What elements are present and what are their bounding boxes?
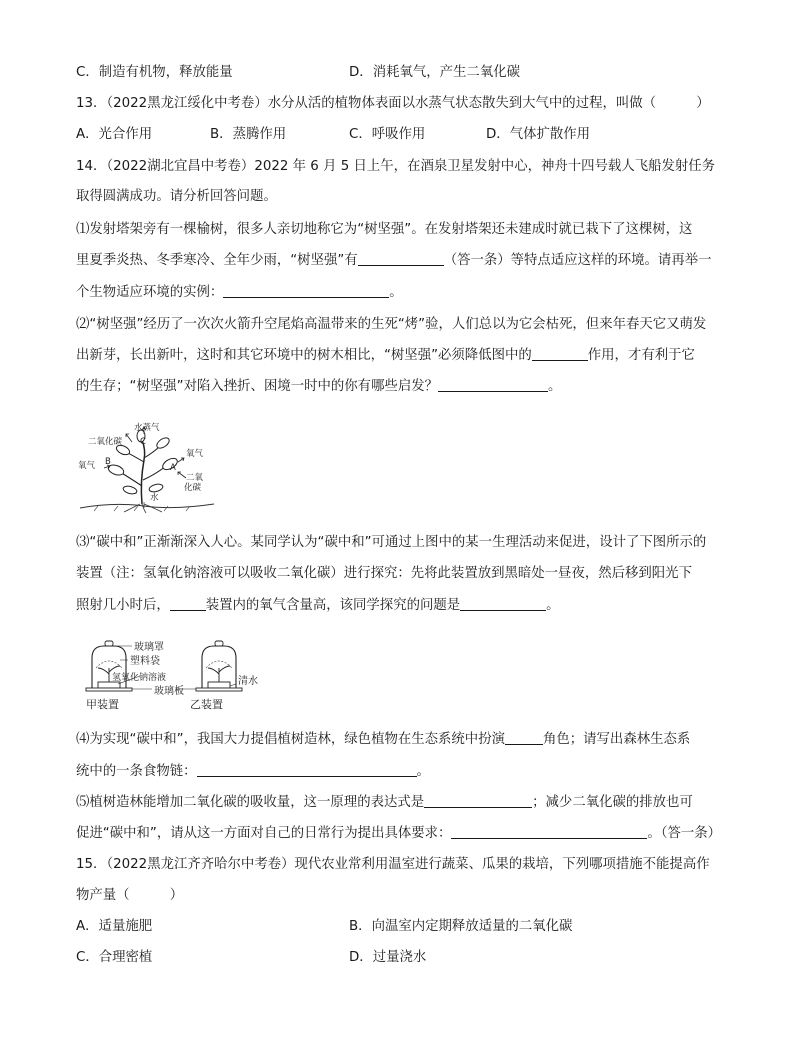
q14-part5-line1-text-b: ；减少二氧化碳的排放也可 [532,795,693,810]
fig2-label-glass-cover: 玻璃罩 [134,642,164,653]
q14-part4-line2-text-a: 统中的一条食物链： [76,764,197,779]
q14-part4-line2-text-b: 。 [416,764,430,779]
fig1-label-c: C [140,437,146,447]
q14-part5-line2-text-b: 。（答一条） [647,826,722,841]
bell-jar-experiment-figure [84,638,264,714]
q14-part4-line1 [76,731,690,749]
q14-part2-line2-text-a: 出新芽，长出新叶，这时和其它环境中的树木相比，“树坚强”必须降低图中的 [76,348,532,363]
q13-option-b: B．蒸腾作用 [210,127,287,142]
fig1-label-water: 水 [150,493,159,503]
plant-gas-exchange-figure [74,422,224,514]
q15-option-c: C．合理密植 [76,950,153,965]
fig2-label-device-a: 甲装置 [86,698,119,711]
q13-option-c: C．呼吸作用 [349,127,426,142]
q15-option-a: A．适量施肥 [76,919,153,934]
q14-part2-line3 [76,378,561,396]
q14-part3-line3 [76,597,560,615]
q13-stem: 13．（2022黑龙江绥化中考卷）水分从活的植物体表面以水蒸气状态散失到大气中的过程，叫做（ ） [76,96,710,111]
q12-option-d: D．消耗氧气，产生二氧化碳 [349,65,520,80]
fig1-label-co2-top: 二氧化碳 [88,437,123,447]
q12-option-c: C．制造有机物，释放能量 [76,65,233,80]
fig1-label-co2-right-2: 化碳 [184,483,202,493]
fig1-label-water-vapor: 水蒸气 [134,423,160,433]
q14-part1-line3 [76,284,403,302]
q14-part1-line1: ⑴发射塔架旁有一棵榆树，很多人亲切地称它为“树坚强”。在发射塔架还未建成时就已栽下了这棵树，这 [76,222,693,237]
fig1-label-oxygen-left: 氧气 [78,461,96,471]
fig2-label-plastic-bag: 塑料袋 [130,656,160,667]
fig1-label-a: A [170,463,176,473]
q15-option-b: B．向温室内定期释放适量的二氧化碳 [349,919,573,934]
q14-stem-line2: 取得圆满成功。请分析回答问题。 [76,189,277,204]
q14-part3-line3-text-c: 。 [546,598,560,613]
q15-stem-line1: 15．（2022黑龙江齐齐哈尔中考卷）现代农业常利用温室进行蔬菜、瓜果的栽培，下列哪项措施不能提高作 [76,857,710,872]
q14-part5-line2-text-a: 促进“碳中和”，请从这一方面对自己的日常行为提出具体要求： [76,826,452,841]
q14-part3-line3-text-a: 照射几小时后， [76,598,170,613]
q15-option-d: D．过量浇水 [349,950,427,965]
answer-blank-daily-action[interactable] [451,825,647,839]
q14-part3-line1: ⑶“碳中和”正渐渐深入人心。某同学认为“碳中和”可通过上图中的某一生理活动来促进，设计了下图所示的 [76,535,707,550]
q15-stem-line2: 物产量（ ） [76,888,184,903]
q14-part5-line1 [76,794,693,812]
fig2-label-clear-water: 清水 [238,676,258,687]
answer-blank-trait[interactable] [358,252,444,266]
q14-part4-line1-text-a: ⑷为实现“碳中和”，我国大力提倡植树造林，绿色植物在生态系统中扮演 [76,732,505,747]
q14-part2-line3-text-a: 的生存；“树坚强”对陷入挫折、困境一时中的你有哪些启发？ [76,379,439,394]
q14-part4-line1-text-b: 角色；请写出森林生态系 [542,732,691,747]
q14-part5-line1-text-a: ⑸植树造林能增加二氧化碳的吸收量，这一原理的表达式是 [76,795,425,810]
answer-blank-device[interactable] [170,597,206,611]
answer-blank-question[interactable] [460,597,546,611]
answer-blank-process[interactable] [532,347,588,361]
q14-part5-line2 [76,825,721,843]
q14-part1-line2-text-a: 里夏季炎热、冬季寒冷、全年少雨，“树坚强”有 [76,253,358,268]
q14-part2-line3-text-b: 。 [548,379,562,394]
q14-stem-line1: 14．（2022湖北宜昌中考卷）2022 年 6 月 5 日上午，在酒泉卫星发射中心，神舟十四号载人飞船发射任务 [76,159,716,174]
q14-part4-line2 [76,763,430,781]
q13-option-a: A．光合作用 [76,127,153,142]
q14-part1-line3-text-b: 。 [389,285,403,300]
fig1-label-b: B [105,457,111,467]
answer-blank-formula[interactable] [424,794,532,808]
q14-part2-line2-text-b: 作用，才有利于它 [587,348,695,363]
q14-part1-line3-text-a: 个生物适应环境的实例： [76,285,224,300]
fig2-label-device-b: 乙装置 [190,698,223,711]
fig1-label-oxygen-right: 氧气 [186,449,204,459]
q13-option-d: D．气体扩散作用 [486,127,591,142]
q14-part3-line2: 装置（注：氢氧化钠溶液可以吸收二氧化碳）进行探究：先将此装置放到黑暗处一昼夜，然后移到阳光下 [76,566,692,581]
fig2-label-naoh: 氢氧化钠溶液 [112,673,167,683]
q14-part3-line3-text-b: 装置内的氧气含量高，该同学探究的问题是 [205,598,461,613]
answer-blank-role[interactable] [505,731,543,745]
answer-blank-example[interactable] [223,284,389,298]
q14-part1-line2 [76,252,712,270]
q14-part2-line2 [76,347,695,365]
answer-blank-inspiration[interactable] [438,378,548,392]
fig1-label-co2-right-1: 二氧 [186,473,204,483]
q14-part2-line1: ⑵“树坚强”经历了一次次火箭升空尾焰高温带来的生死“烤”验，人们总以为它会枯死，但来年春天它又萌发 [76,317,707,332]
q14-part1-line2-text-b: （答一条）等特点适应这样的环境。请再举一 [443,253,712,268]
fig2-label-glass-plate: 玻璃板 [154,686,184,697]
answer-blank-food-chain[interactable] [197,763,417,777]
